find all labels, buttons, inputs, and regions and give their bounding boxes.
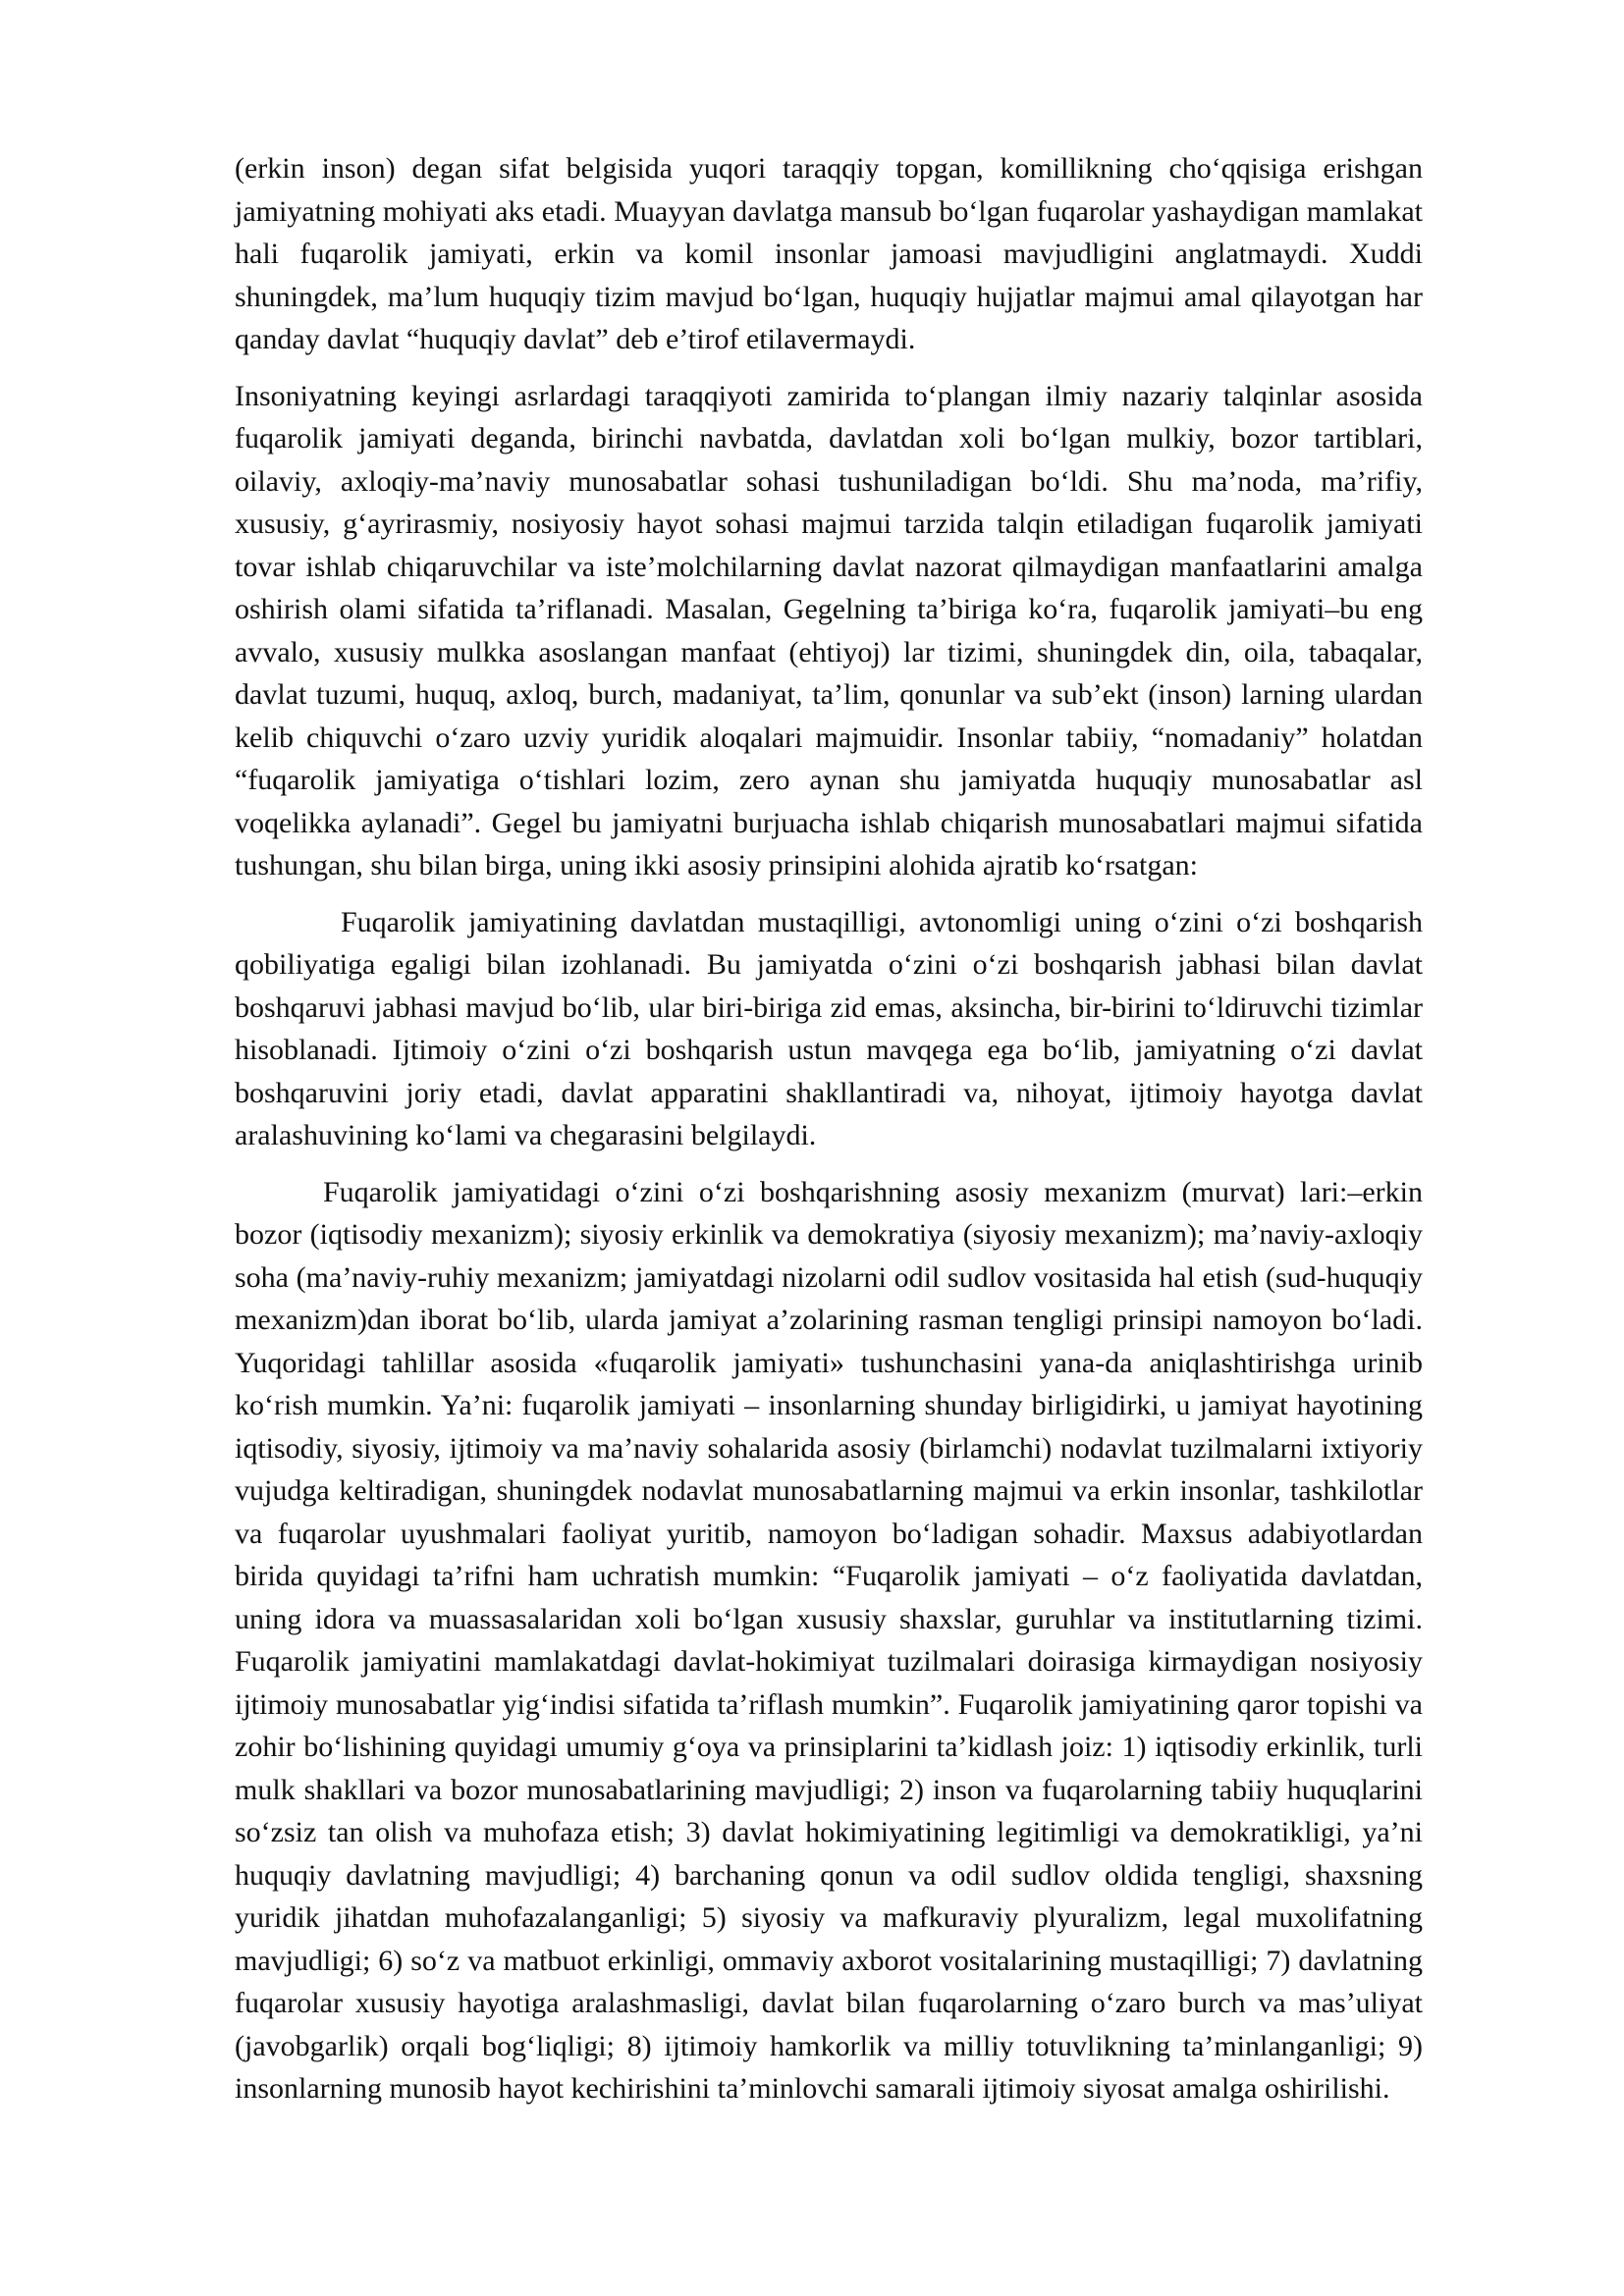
paragraph-4: Fuqarolik jamiyatidagi o‘zini o‘zi boshqarishning asosiy mexanizm (murvat) lari:–erkin bozor (iqtisodiy mexanizm); siyosiy erkinlik va demokratiya (siyosiy mexanizm); ma’naviy-axloqiy soha (ma’naviy-ruhiy mexanizm; jamiyatdagi nizolarni odil sudlov vositasida hal etish (sud-huquqiy mexanizm)dan iborat bo‘lib, ularda jamiyat a’zolarining rasman tengligi prinsipi namoyon bo‘ladi. Yuqoridagi tahlillar asosida «fuqarolik jamiyati» tushunchasini yana-da aniqlashtirishga urinib ko‘rish mumkin. Ya’ni: fuqarolik jamiyati – insonlarning shunday birligidirki, u jamiyat hayotining iqtisodiy, siyosiy, ijtimoiy va ma’naviy sohalarida asosiy (birlamchi) nodavlat tuzilmalarni ixtiyoriy vujudga keltiradigan, shuningdek nodavlat munosabatlarning majmui va erkin insonlar, tashkilotlar va fuqarolar uyushmalari faoliyat yuritib, namoyon bo‘ladigan sohadir. Maxsus adabiyotlardan birida quyidagi ta’rifni ham uchratish mumkin: “Fuqarolik jamiyati – o‘z faoliyatida davlatdan, uning idora va muassasalaridan xoli bo‘lgan xususiy shaxslar, guruhlar va institutlarning tizimi. Fuqarolik jamiyatini mamlakatdagi davlat-hokimiyat tuzilmalari doirasiga kirmaydigan nosiyosiy ijtimoiy munosabatlar yig‘indisi sifatida ta’riflash mumkin”. Fuqarolik jamiyatining qaror topishi va zohir bo‘lishining quyidagi umumiy g‘oya va prinsiplarini ta’kidlash joiz: 1) iqtisodiy erkinlik, turli mulk shakllari va bozor munosabatlarining mavjudligi; 2) inson va fuqarolarning tabiiy huquqlarini so‘zsiz tan olish va muhofaza etish; 3) davlat hokimiyatining legitimligi va demokratikligi, ya’ni huquqiy davlatning mavjudligi; 4) barchaning qonun va odil sudlov oldida tengligi, shaxsning yuridik jihatdan muhofazalanganligi; 5) siyosiy va mafkuraviy plyuralizm, legal muxolifatning mavjudligi; 6) so‘z va matbuot erkinligi, ommaviy axborot vositalarining mustaqilligi; 7) davlatning fuqarolar xususiy hayotiga aralashmasligi, davlat bilan fuqarolarning o‘zaro burch va mas’uliyat (javobgarlik) orqali bog‘liqligi; 8) ijtimoiy hamkorlik va milliy totuvlikning ta’minlanganligi; 9) insonlarning munosib hayot kechirishini ta’minlovchi samarali ijtimoiy siyosat amalga oshirilishi. xyxy=(235,1175,1423,2105)
document-page xyxy=(235,147,1423,2124)
paragraph-2: Insoniyatning keyingi asrlardagi taraqqiyoti zamirida to‘plangan ilmiy nazariy talqinlar asosida fuqarolik jamiyati deganda, birinchi navbatda, davlatdan xoli bo‘lgan mulkiy, bozor tartiblari, oilaviy, axloqiy-ma’naviy munosabatlar sohasi tushuniladigan bo‘ldi. Shu ma’noda, ma’rifiy, xususiy, g‘ayrirasmiy, nosiyosiy hayot sohasi majmui tarzida talqin etiladigan fuqarolik jamiyati tovar ishlab chiqaruvchilar va iste’molchilarning davlat nazorat qilmaydigan manfaatlarini amalga oshirish olami sifatida ta’riflanadi. Masalan, Gegelning ta’biriga ko‘ra, fuqarolik jamiyati–bu eng avvalo, xususiy mulkka asoslangan manfaat (ehtiyoj) lar tizimi, shuningdek din, oila, tabaqalar, davlat tuzumi, huquq, axloq, burch, madaniyat, ta’lim, qonunlar va sub’ekt (inson) larning ulardan kelib chiquvchi o‘zaro uzviy yuridik aloqalari majmuidir. Insonlar tabiiy, “nomadaniy” holatdan “fuqarolik jamiyatiga o‘tishlari lozim, zero aynan shu jamiyatda huquqiy munosabatlar asl voqelikka aylanadi”. Gegel bu jamiyatni burjuacha ishlab chiqarish munosabatlari majmui sifatida tushungan, shu bilan birga, uning ikki asosiy prinsipini alohida ajratib ko‘rsatgan: xyxy=(235,379,1423,881)
paragraph-3: Fuqarolik jamiyatining davlatdan mustaqilligi, avtonomligi uning o‘zini o‘zi boshqarish qobiliyatiga egaligi bilan izohlanadi. Bu jamiyatda o‘zini o‘zi boshqarish jabhasi bilan davlat boshqaruvi jabhasi mavjud bo‘lib, ular biri-biriga zid emas, aksincha, bir-birini to‘ldiruvchi tizimlar hisoblanadi. Ijtimoiy o‘zini o‘zi boshqarish ustun mavqega ega bo‘lib, jamiyatning o‘zi davlat boshqaruvini joriy etadi, davlat apparatini shakllantiradi va, nihoyat, ijtimoiy hayotga davlat aralashuvining ko‘lami va chegarasini belgilaydi. xyxy=(235,905,1423,1151)
paragraph-1: (erkin inson) degan sifat belgisida yuqori taraqqiy topgan, komillikning cho‘qqisiga erishgan jamiyatning mohiyati aks etadi. Muayyan davlatga mansub bo‘lgan fuqarolar yashaydigan mamlakat hali fuqarolik jamiyati, erkin va komil insonlar jamoasi mavjudligini anglatmaydi. Xuddi shuningdek, ma’lum huquqiy tizim mavjud bo‘lgan, huquqiy hujjatlar majmui amal qilayotgan har qanday davlat “huquqiy davlat” deb e’tirof etilavermaydi. xyxy=(235,152,1423,355)
